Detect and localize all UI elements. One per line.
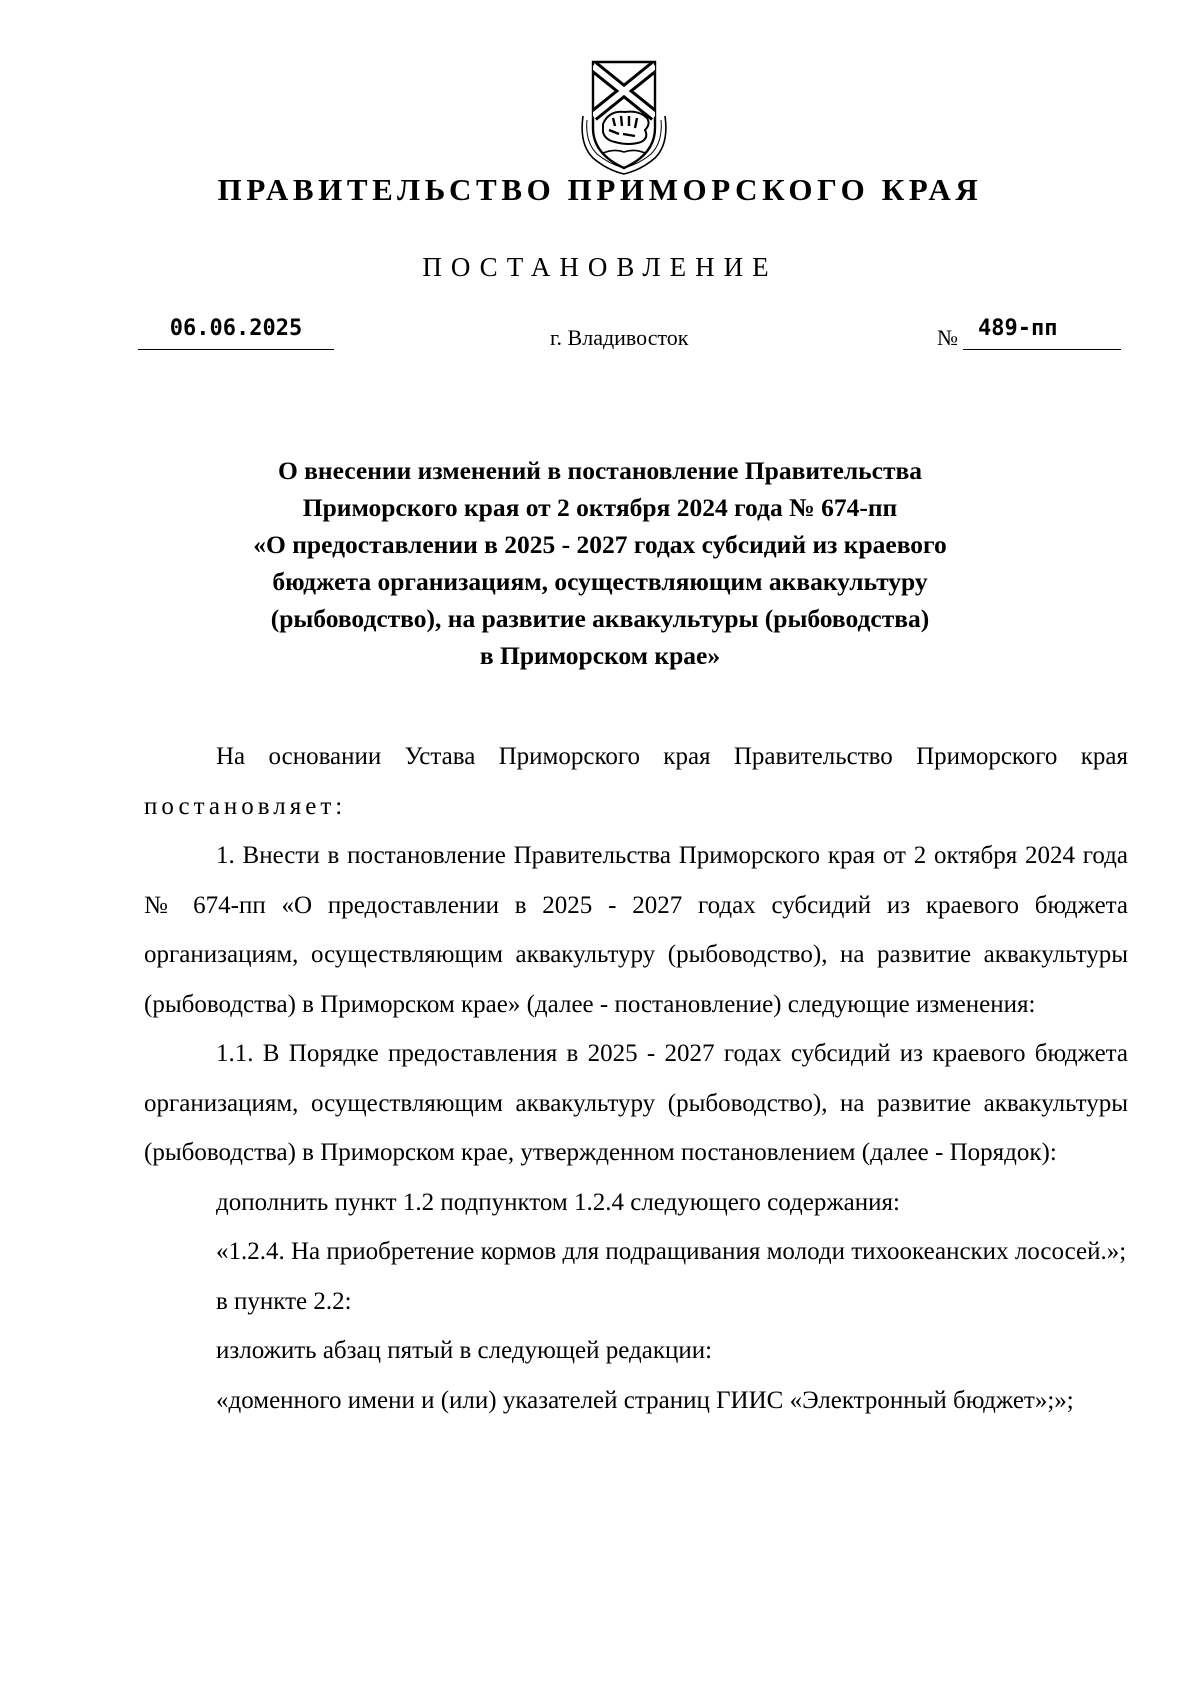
- document-body: [144, 732, 1128, 1425]
- paragraph-amend-2: в пункте 2.2:: [216, 1287, 352, 1315]
- paragraph-amend-1: дополнить пункт 1.2 подпунктом 1.2.4 следующего содержания:: [216, 1188, 900, 1216]
- subject-line: «О предоставлении в 2025 - 2027 годах субсидий из краевого: [253, 530, 947, 559]
- subject-line: Приморского края от 2 октября 2024 года № 674-пп: [302, 493, 898, 522]
- paragraph-preamble: [144, 732, 1128, 831]
- number-sign: №: [937, 325, 958, 350]
- coat-of-arms-icon: [579, 58, 669, 176]
- document-date: 06.06.2025: [169, 316, 303, 341]
- date-underline: [138, 349, 334, 350]
- document-city: г. Владивосток: [550, 325, 689, 350]
- paragraph-amend-3: изложить абзац пятый в следующей редакции:: [216, 1337, 713, 1364]
- number-underline: [963, 349, 1121, 350]
- subject-line: в Приморском крае»: [479, 641, 721, 670]
- preamble-resolves: постановляет: [144, 792, 336, 820]
- paragraph-quote-2: «доменного имени и (или) указателей страниц ГИИС «Электронный бюджет»;»;: [216, 1386, 1074, 1414]
- document-subject: [180, 452, 1020, 674]
- subject-line: О внесении изменений в постановление Правительства: [277, 456, 923, 485]
- paragraph-item-1-1: 1.1. В Порядке предоставления в 2025 - 2027 годах субсидий из краевого бюджета организациям, осуществляющим аквакультуру (рыбоводство), на развитие аквакультуры (рыбоводства) в Приморском крае, утвержденном постановлением (далее - Порядок):: [144, 1040, 1128, 1166]
- paragraph-item-1: 1. Внести в постановление Правительства Приморского края от 2 октября 2024 года № 674-пп «О предоставлении в 2025 - 2027 годах субсидий из краевого бюджета организациям, осуществляющим аквакультуру (рыбоводство), на развитие аквакультуры (рыбоводства) в Приморском крае» (далее - постановление) следующие изменения:: [144, 842, 1128, 1018]
- document-type: ПОСТАНОВЛЕНИЕ: [422, 252, 778, 282]
- paragraph-quote-1: «1.2.4. На приобретение кормов для подращивания молоди тихоокеанских лососей.»;: [216, 1238, 1127, 1265]
- document-number: 489-пп: [978, 316, 1058, 341]
- preamble-colon: :: [335, 792, 343, 820]
- organization-title: ПРАВИТЕЛЬСТВО ПРИМОРСКОГО КРАЯ: [217, 172, 983, 207]
- subject-line: бюджета организациям, осуществляющим аквакультуру: [272, 567, 928, 596]
- preamble-text: На основании Устава Приморского края Правительство Приморского края: [216, 743, 1128, 770]
- subject-line: (рыбоводство), на развитие аквакультуры (рыбоводства): [270, 604, 930, 633]
